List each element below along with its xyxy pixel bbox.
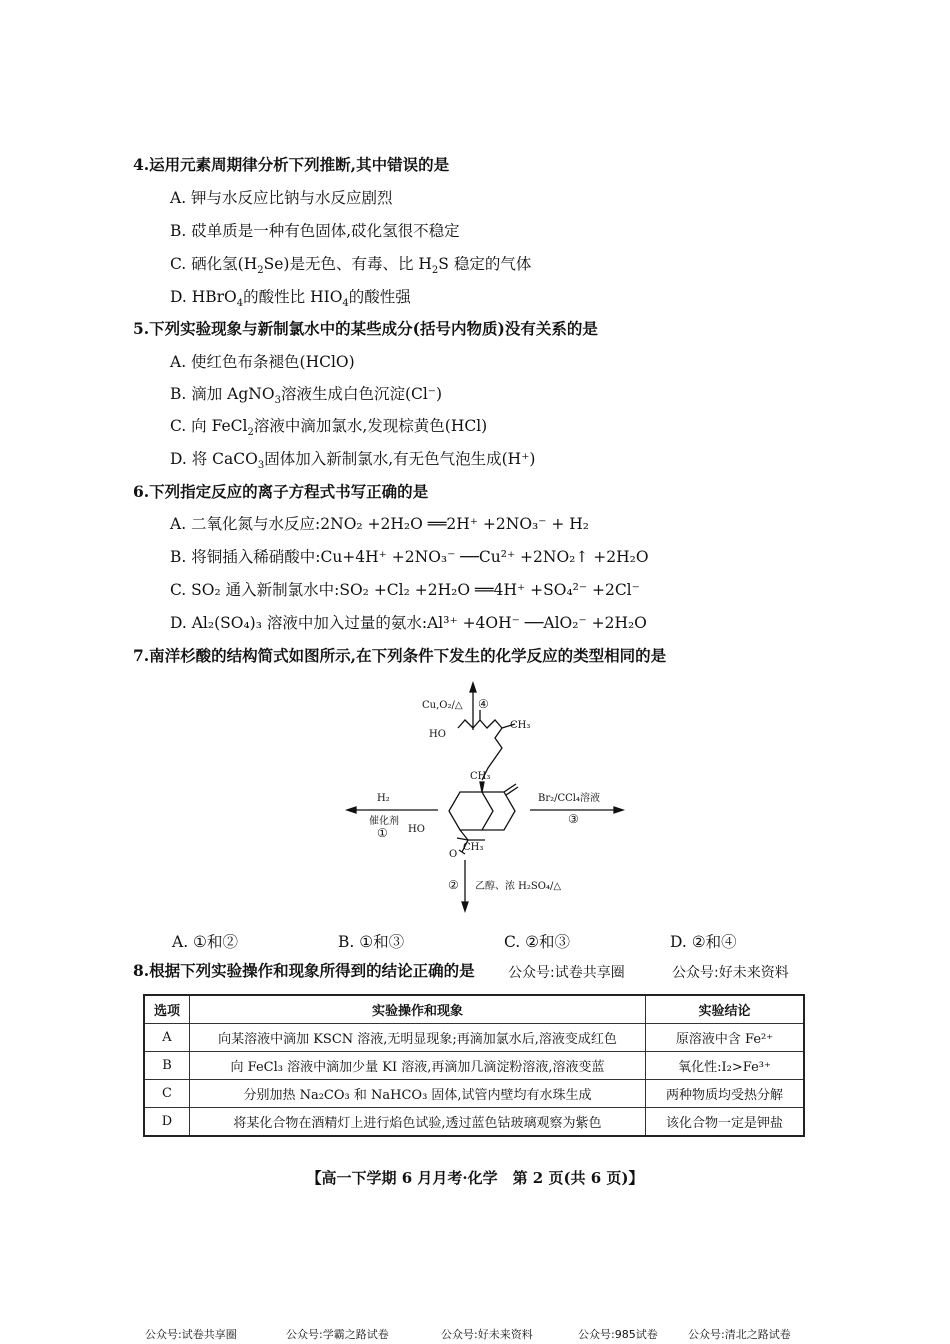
bottom-watermark: 公众号:学霸之路试卷: [286, 1328, 389, 1341]
table-row: [144, 1108, 804, 1137]
ho-top: HO: [429, 729, 446, 740]
reagent-1-bottom: 催化剂: [369, 816, 399, 827]
row-c-option: C: [144, 1080, 190, 1108]
bottom-watermark: 公众号:985试卷: [578, 1328, 658, 1341]
q7-option-a: A. ①和②: [172, 933, 238, 951]
q5-option-c: C. 向 FeCl$_2$溶液中滴加氯水,发现棕黄色(HCl): [170, 417, 488, 439]
label-2: ②: [448, 878, 459, 892]
q4-option-a: A. 钾与水反应比钠与水反应剧烈: [170, 189, 393, 207]
row-d-conclusion: 该化合物一定是钾盐: [646, 1108, 805, 1137]
ho-bottom: HO: [408, 824, 425, 835]
bottom-watermark: 公众号:清北之路试卷: [688, 1328, 791, 1341]
q4-option-d: D. HBrO$_4$的酸性比 $HIO_4$的酸性强: [170, 288, 411, 310]
table-row: [144, 1080, 804, 1108]
header-option: 选项: [144, 995, 190, 1024]
q7-option-b: B. ①和③: [338, 933, 405, 951]
row-c-operation: 分别加热 Na₂CO₃ 和 NaHCO₃ 固体,试管内壁均有水珠生成: [190, 1080, 646, 1108]
q6-option-b: B. 将铜插入稀硝酸中:Cu+4H⁺ +2NO₃⁻ ──Cu²⁺ +2NO₂↑ +2H₂O: [170, 548, 649, 566]
ch3-bottom: CH₃: [463, 842, 484, 853]
row-a-conclusion: 原溶液中含 Fe²⁺: [646, 1024, 805, 1052]
row-d-operation: 将某化合物在酒精灯上进行焰色试验,透过蓝色钴玻璃观察为紫色: [190, 1108, 646, 1137]
row-a-option: A: [144, 1024, 190, 1052]
q7-option-d: D. ②和④: [670, 933, 737, 951]
reagent-2: 乙醇、浓 H₂SO₄/△: [475, 881, 562, 892]
ch3-top: CH₃: [510, 720, 531, 731]
label-1: ①: [377, 826, 388, 840]
label-4: ④: [478, 697, 489, 711]
table-row: [144, 1052, 804, 1080]
q5-option-a: A. 使红色布条褪色(HClO): [170, 353, 355, 371]
row-d-option: D: [144, 1108, 190, 1137]
q4-stem: 4.运用元素周期律分析下列推断,其中错误的是: [133, 155, 450, 174]
reagent-3: Br₂/CCl₄溶液: [538, 793, 601, 804]
q5-stem: 5.下列实验现象与新制氯水中的某些成分(括号内物质)没有关系的是: [133, 319, 598, 338]
bottom-watermark: 公众号:好未来资料: [441, 1328, 533, 1341]
watermark-1: 公众号:试卷共享圈: [508, 965, 625, 981]
page-footer: 【高一下学期 6 月月考·化学 第 2 页(共 6 页)】: [306, 1169, 644, 1187]
header-conclusion: 实验结论: [646, 995, 805, 1024]
reagent-1-top: H₂: [377, 793, 390, 804]
row-b-operation: 向 FeCl₃ 溶液中滴加少量 KI 溶液,再滴加几滴淀粉溶液,溶液变蓝: [190, 1052, 646, 1080]
ch3-mid: CH₃: [470, 771, 491, 782]
q4-option-c: C. 硒化氢$(H_2Se)$是无色、有毒、比 $H_2S$ 稳定的气体: [170, 255, 532, 277]
watermark-2: 公众号:好未来资料: [672, 965, 789, 981]
q4-option-b: B. 砹单质是一种有色固体,砹化氢很不稳定: [170, 222, 460, 240]
carbonyl-o: O: [449, 849, 458, 860]
row-b-option: B: [144, 1052, 190, 1080]
reagent-4: Cu,O₂/△: [422, 700, 463, 711]
q6-option-c: C. SO₂ 通入新制氯水中:SO₂ +Cl₂ +2H₂O ══4H⁺ +SO₄²⁻ +2Cl⁻: [170, 581, 640, 599]
row-a-operation: 向某溶液中滴加 KSCN 溶液,无明显现象;再滴加氯水后,溶液变成红色: [190, 1024, 646, 1052]
q5-option-d: D. 将 CaCO$_3$固体加入新制氯水,有无色气泡生成(H⁺): [170, 450, 536, 472]
row-c-conclusion: 两种物质均受热分解: [646, 1080, 805, 1108]
q6-option-a: A. 二氧化氮与水反应:2NO₂ +2H₂O ══2H⁺ +2NO₃⁻ + H₂: [170, 515, 589, 533]
table-header-row: [144, 995, 804, 1024]
q6-stem: 6.下列指定反应的离子方程式书写正确的是: [133, 482, 429, 501]
row-b-conclusion: 氧化性:I₂>Fe³⁺: [646, 1052, 805, 1080]
q5-option-b: B. 滴加 AgNO$_3$溶液生成白色沉淀(Cl⁻): [170, 385, 443, 407]
table-row: [144, 1024, 804, 1052]
bottom-watermark: 公众号:试卷共享圈: [145, 1328, 237, 1341]
structure-diagram: [330, 680, 630, 915]
label-3: ③: [568, 812, 579, 826]
q7-stem: 7.南洋杉酸的结构简式如图所示,在下列条件下发生的化学反应的类型相同的是: [133, 646, 667, 665]
q6-option-d: D. Al₂(SO₄)₃ 溶液中加入过量的氨水:Al³⁺ +4OH⁻ ──AlO₂⁻ +2H₂O: [170, 614, 647, 632]
q7-option-c: C. ②和③: [504, 933, 571, 951]
q8-table: [143, 994, 805, 1137]
q8-stem: 8.根据下列实验操作和现象所得到的结论正确的是: [133, 961, 475, 980]
header-operation: 实验操作和现象: [190, 995, 646, 1024]
